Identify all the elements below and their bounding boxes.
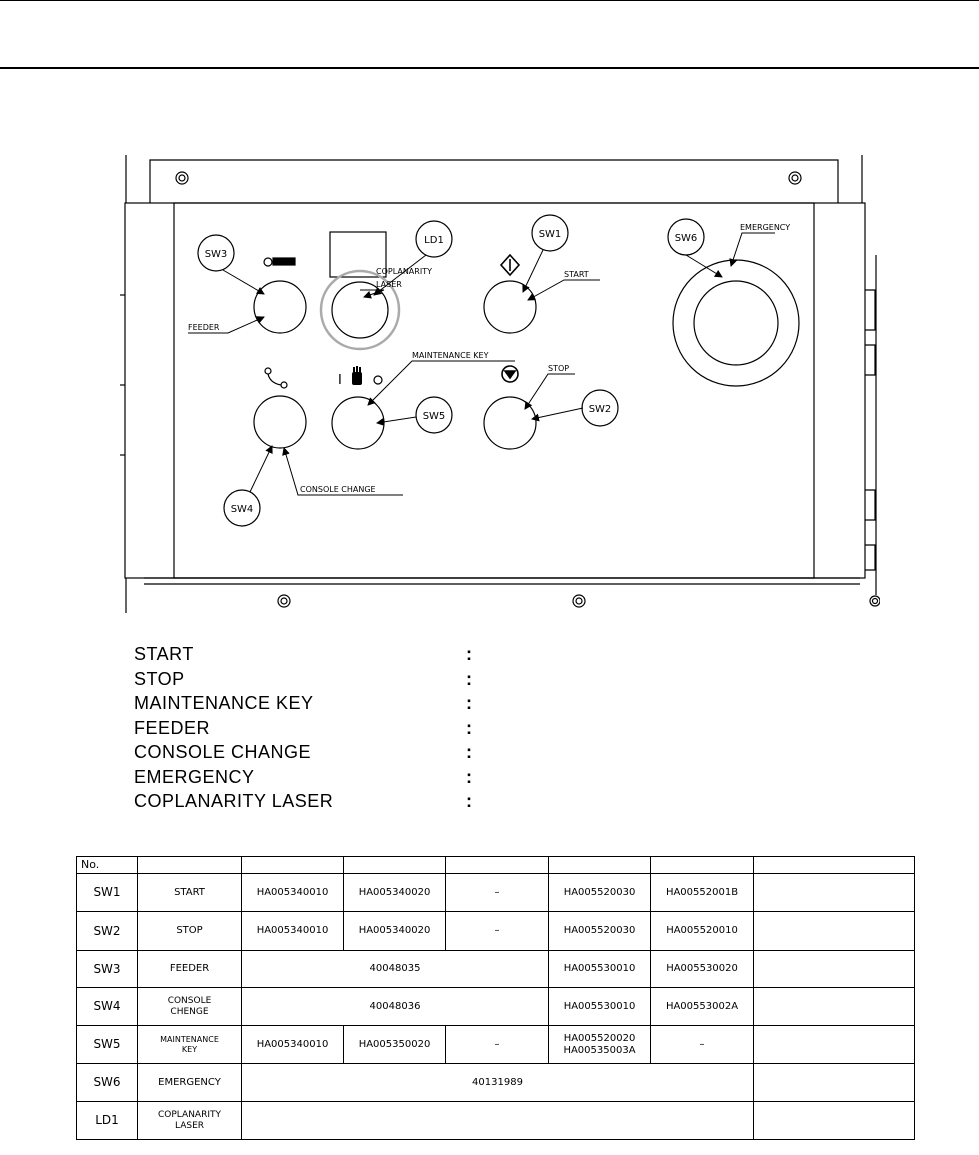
table-cell: SW2 bbox=[77, 912, 138, 951]
table-row bbox=[77, 988, 915, 1026]
table-cell bbox=[549, 857, 651, 874]
label-coplanarity: COPLANARITY bbox=[376, 267, 432, 276]
callout-sw1: SW1 bbox=[538, 229, 562, 240]
table-cell bbox=[754, 1102, 915, 1140]
label-laser: LASER bbox=[376, 280, 402, 289]
callout-sw2: SW2 bbox=[588, 404, 612, 415]
feeder-icon bbox=[264, 258, 295, 266]
label-maintenance-key: MAINTENANCE KEY bbox=[412, 351, 489, 360]
table-cell bbox=[242, 1102, 754, 1140]
table-cell bbox=[754, 1026, 915, 1064]
legend-item: EMERGENCY : bbox=[134, 766, 473, 787]
header-no: No. bbox=[77, 857, 138, 874]
table-cell: 40048035 bbox=[242, 951, 549, 988]
table-cell: HA005530010 bbox=[549, 988, 651, 1026]
hand-icon bbox=[352, 366, 362, 385]
legend-item: START : bbox=[134, 644, 473, 664]
table-cell bbox=[754, 912, 915, 951]
table-cell: 40048036 bbox=[242, 988, 549, 1026]
sw4-console-change-switch[interactable] bbox=[254, 396, 306, 448]
sw6-emergency-button[interactable] bbox=[673, 260, 799, 386]
table-cell: HA005340020 bbox=[344, 874, 446, 912]
table-cell: SW6 bbox=[77, 1064, 138, 1102]
callout-sw5: SW5 bbox=[422, 411, 446, 422]
parts-table bbox=[76, 856, 915, 1140]
screw-icon bbox=[176, 172, 188, 184]
callout-sw6: SW6 bbox=[674, 233, 698, 244]
panel-top-cover bbox=[150, 160, 838, 203]
label-start: START bbox=[564, 270, 589, 279]
table-cell bbox=[242, 857, 344, 874]
table-cell: EMERGENCY bbox=[138, 1064, 242, 1102]
legend-item: MAINTENANCE KEY : bbox=[134, 693, 473, 713]
panel-body bbox=[125, 203, 865, 578]
table-cell bbox=[138, 857, 242, 874]
start-icon bbox=[501, 255, 519, 275]
table-row bbox=[77, 1064, 915, 1102]
table-cell bbox=[754, 988, 915, 1026]
screw-icon bbox=[278, 595, 290, 607]
table-cell: COPLANARITY LASER bbox=[138, 1102, 242, 1140]
sw5-maintenance-key-switch[interactable] bbox=[332, 397, 384, 449]
table-cell: FEEDER bbox=[138, 951, 242, 988]
legend-list bbox=[134, 644, 494, 816]
table-cell: HA005520030 bbox=[549, 874, 651, 912]
table-cell: START bbox=[138, 874, 242, 912]
table-cell: LD1 bbox=[77, 1102, 138, 1140]
table-cell: HA005520020 HA00535003A bbox=[549, 1026, 651, 1064]
table-cell bbox=[446, 857, 549, 874]
table-cell: CONSOLE CHENGE bbox=[138, 988, 242, 1026]
stop-icon bbox=[502, 366, 518, 382]
table-row bbox=[77, 951, 915, 988]
table-cell: 40131989 bbox=[242, 1064, 754, 1102]
table-row bbox=[77, 1026, 915, 1064]
key-on-symbol: I bbox=[338, 373, 342, 388]
table-cell: SW3 bbox=[77, 951, 138, 988]
table-cell: HA00552001B bbox=[651, 874, 754, 912]
legend-item: FEEDER : bbox=[134, 717, 473, 738]
table-cell: HA005520030 bbox=[549, 912, 651, 951]
key-off-icon bbox=[374, 376, 382, 384]
legend-item: CONSOLE CHANGE : bbox=[134, 742, 473, 762]
screw-icon bbox=[789, 172, 801, 184]
label-feeder: FEEDER bbox=[188, 323, 220, 332]
table-cell: – bbox=[651, 1026, 754, 1064]
table-cell bbox=[754, 857, 915, 874]
table-cell: – bbox=[446, 912, 549, 951]
table-cell: HA00553002A bbox=[651, 988, 754, 1026]
table-cell: STOP bbox=[138, 912, 242, 951]
table-cell: HA005340020 bbox=[344, 912, 446, 951]
callout-sw3: SW3 bbox=[204, 249, 228, 260]
table-cell: MAINTENANCE KEY bbox=[138, 1026, 242, 1064]
table-cell: HA005340010 bbox=[242, 874, 344, 912]
table-cell: SW5 bbox=[77, 1026, 138, 1064]
table-row bbox=[77, 1102, 915, 1140]
table-cell: SW1 bbox=[77, 874, 138, 912]
table-cell: HA005340010 bbox=[242, 1026, 344, 1064]
table-cell bbox=[754, 874, 915, 912]
sw3-feeder-button[interactable] bbox=[254, 281, 306, 333]
label-emergency: EMERGENCY bbox=[740, 223, 791, 232]
table-row bbox=[77, 912, 915, 951]
legend-item: COPLANARITY LASER : bbox=[134, 791, 473, 811]
table-cell: – bbox=[446, 1026, 549, 1064]
screw-icon bbox=[573, 595, 585, 607]
console-change-icon bbox=[265, 368, 287, 388]
table-cell bbox=[754, 951, 915, 988]
table-header bbox=[77, 857, 915, 874]
table-cell: HA005520010 bbox=[651, 912, 754, 951]
header-rule bbox=[0, 67, 979, 69]
control-panel-diagram bbox=[120, 155, 880, 615]
table-cell bbox=[754, 1064, 915, 1102]
table-cell: HA005350020 bbox=[344, 1026, 446, 1064]
table-cell: HA005530020 bbox=[651, 951, 754, 988]
callout-ld1: LD1 bbox=[424, 235, 444, 246]
table-cell bbox=[651, 857, 754, 874]
legend-item: STOP : bbox=[134, 668, 473, 689]
label-console-change: CONSOLE CHANGE bbox=[300, 485, 376, 494]
table-cell: HA005530010 bbox=[549, 951, 651, 988]
table-cell: HA005340010 bbox=[242, 912, 344, 951]
table-cell: SW4 bbox=[77, 988, 138, 1026]
callout-sw4: SW4 bbox=[230, 504, 254, 515]
table-row bbox=[77, 874, 915, 912]
sw1-start-button[interactable] bbox=[484, 281, 536, 333]
table-cell: – bbox=[446, 874, 549, 912]
top-rule bbox=[0, 0, 979, 1]
label-stop: STOP bbox=[548, 364, 570, 373]
table-cell bbox=[344, 857, 446, 874]
screw-icon bbox=[870, 596, 880, 606]
